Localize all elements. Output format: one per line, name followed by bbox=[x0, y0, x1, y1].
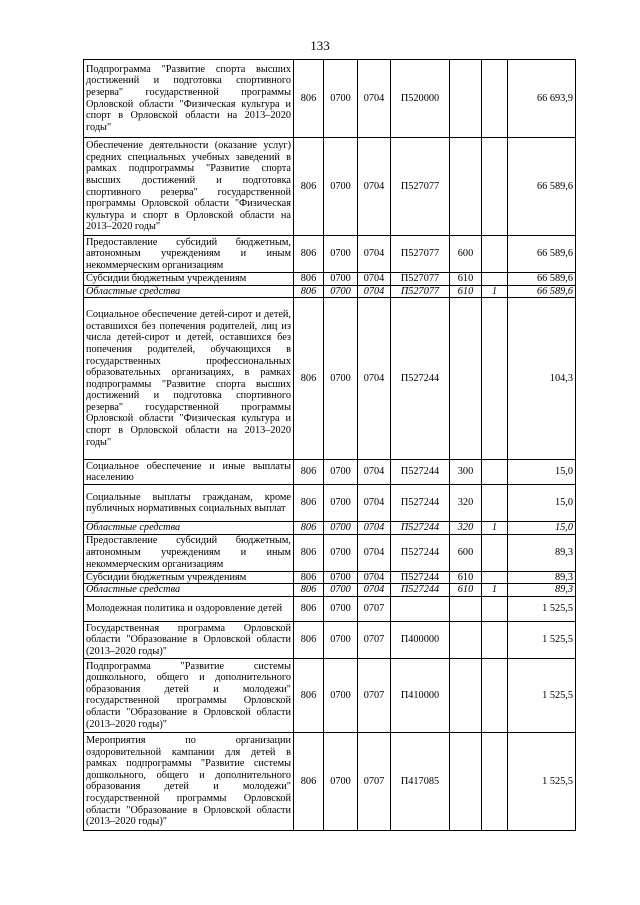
subsection-code-cell: 0704 bbox=[358, 571, 391, 584]
amount-cell: 89,3 bbox=[508, 571, 576, 584]
ved-code-cell: 806 bbox=[294, 138, 324, 236]
table-row bbox=[84, 298, 576, 460]
subsection-code-cell: 0704 bbox=[358, 584, 391, 597]
ved-code-cell: 806 bbox=[294, 658, 324, 732]
funding-source-cell bbox=[482, 621, 508, 658]
row-name-cell: Подпрограмма "Развитие спорта высших достижений и подготовка спортивного резерва" государственной программы Орловской области "Физическая культура и спорт в Орловской области на 2013–2020 годы" bbox=[84, 60, 294, 138]
section-code-cell: 0700 bbox=[324, 584, 358, 597]
budget-table bbox=[83, 59, 576, 831]
subsection-code-cell: 0704 bbox=[358, 298, 391, 460]
ved-code-cell: 806 bbox=[294, 534, 324, 571]
section-code-cell: 0700 bbox=[324, 732, 358, 830]
subsection-code-cell: 0704 bbox=[358, 460, 391, 485]
subsection-code-cell: 0707 bbox=[358, 732, 391, 830]
expense-type-cell bbox=[450, 60, 482, 138]
subsection-code-cell: 0704 bbox=[358, 534, 391, 571]
target-article-cell: П520000 bbox=[391, 60, 450, 138]
row-name-cell: Государственная программа Орловской области "Образование в Орловской области (2013–2020 годы)" bbox=[84, 621, 294, 658]
target-article-cell: П527077 bbox=[391, 138, 450, 236]
funding-source-cell: 1 bbox=[482, 522, 508, 535]
target-article-cell: П527077 bbox=[391, 236, 450, 273]
amount-cell: 66 589,6 bbox=[508, 138, 576, 236]
row-name-cell: Субсидии бюджетным учреждениям bbox=[84, 273, 294, 286]
table-row bbox=[84, 236, 576, 273]
section-code-cell: 0700 bbox=[324, 485, 358, 522]
amount-cell: 66 589,6 bbox=[508, 236, 576, 273]
table-row bbox=[84, 285, 576, 298]
table-row bbox=[84, 60, 576, 138]
expense-type-cell: 610 bbox=[450, 584, 482, 597]
table-row bbox=[84, 522, 576, 535]
expense-type-cell: 610 bbox=[450, 571, 482, 584]
expense-type-cell: 320 bbox=[450, 522, 482, 535]
expense-type-cell: 300 bbox=[450, 460, 482, 485]
subsection-code-cell: 0704 bbox=[358, 285, 391, 298]
row-name-cell: Областные средства bbox=[84, 522, 294, 535]
expense-type-cell: 610 bbox=[450, 285, 482, 298]
ved-code-cell: 806 bbox=[294, 621, 324, 658]
section-code-cell: 0700 bbox=[324, 534, 358, 571]
subsection-code-cell: 0707 bbox=[358, 658, 391, 732]
section-code-cell: 0700 bbox=[324, 138, 358, 236]
expense-type-cell: 600 bbox=[450, 534, 482, 571]
expense-type-cell bbox=[450, 596, 482, 621]
funding-source-cell: 1 bbox=[482, 285, 508, 298]
amount-cell: 1 525,5 bbox=[508, 658, 576, 732]
section-code-cell: 0700 bbox=[324, 522, 358, 535]
row-name-cell: Социальные выплаты гражданам, кроме публичных нормативных социальных выплат bbox=[84, 485, 294, 522]
subsection-code-cell: 0707 bbox=[358, 596, 391, 621]
amount-cell: 15,0 bbox=[508, 460, 576, 485]
row-name-cell: Социальное обеспечение детей-сирот и детей, оставшихся без попечения родителей, лиц из числа детей-сирот и детей, оставшихся без попечения родителей, обучающихся в государственных профессиональных образовательных организациях, в рамках подпрограммы "Развитие спорта высших достижений и подготовка спортивного резерва" государственной программы Орловской области "Физическая культура и спорт в Орловской области на 2013–2020 годы" bbox=[84, 298, 294, 460]
ved-code-cell: 806 bbox=[294, 584, 324, 597]
section-code-cell: 0700 bbox=[324, 273, 358, 286]
table-row bbox=[84, 534, 576, 571]
ved-code-cell: 806 bbox=[294, 571, 324, 584]
ved-code-cell: 806 bbox=[294, 236, 324, 273]
table-row bbox=[84, 460, 576, 485]
amount-cell: 15,0 bbox=[508, 485, 576, 522]
amount-cell: 1 525,5 bbox=[508, 732, 576, 830]
expense-type-cell bbox=[450, 732, 482, 830]
amount-cell: 66 693,9 bbox=[508, 60, 576, 138]
target-article-cell: П527077 bbox=[391, 273, 450, 286]
section-code-cell: 0700 bbox=[324, 596, 358, 621]
amount-cell: 89,3 bbox=[508, 584, 576, 597]
ved-code-cell: 806 bbox=[294, 298, 324, 460]
subsection-code-cell: 0704 bbox=[358, 60, 391, 138]
ved-code-cell: 806 bbox=[294, 485, 324, 522]
row-name-cell: Обеспечение деятельности (оказание услуг) средних специальных учебных заведений в рамках подпрограммы "Развитие спорта высших достижений и подготовка спортивного резерва" государственной программы Орловской области "Физическая культура и спорт в Орловской области на 2013–2020 годы" bbox=[84, 138, 294, 236]
section-code-cell: 0700 bbox=[324, 236, 358, 273]
row-name-cell: Областные средства bbox=[84, 584, 294, 597]
funding-source-cell bbox=[482, 460, 508, 485]
table-row bbox=[84, 273, 576, 286]
funding-source-cell bbox=[482, 298, 508, 460]
row-name-cell: Молодежная политика и оздоровление детей bbox=[84, 596, 294, 621]
funding-source-cell bbox=[482, 658, 508, 732]
funding-source-cell bbox=[482, 534, 508, 571]
funding-source-cell bbox=[482, 236, 508, 273]
expense-type-cell: 610 bbox=[450, 273, 482, 286]
section-code-cell: 0700 bbox=[324, 621, 358, 658]
target-article-cell: П400000 bbox=[391, 621, 450, 658]
target-article-cell: П527244 bbox=[391, 298, 450, 460]
expense-type-cell bbox=[450, 138, 482, 236]
subsection-code-cell: 0707 bbox=[358, 621, 391, 658]
subsection-code-cell: 0704 bbox=[358, 485, 391, 522]
section-code-cell: 0700 bbox=[324, 298, 358, 460]
amount-cell: 89,3 bbox=[508, 534, 576, 571]
subsection-code-cell: 0704 bbox=[358, 138, 391, 236]
ved-code-cell: 806 bbox=[294, 273, 324, 286]
subsection-code-cell: 0704 bbox=[358, 273, 391, 286]
row-name-cell: Предоставление субсидий бюджетным, автономным учреждениям и иным некоммерческим организациям bbox=[84, 534, 294, 571]
expense-type-cell bbox=[450, 658, 482, 732]
subsection-code-cell: 0704 bbox=[358, 236, 391, 273]
table-row bbox=[84, 485, 576, 522]
subsection-code-cell: 0704 bbox=[358, 522, 391, 535]
expense-type-cell: 320 bbox=[450, 485, 482, 522]
ved-code-cell: 806 bbox=[294, 522, 324, 535]
target-article-cell bbox=[391, 596, 450, 621]
section-code-cell: 0700 bbox=[324, 460, 358, 485]
row-name-cell: Подпрограмма "Развитие системы дошкольного, общего и дополнительного образования детей и молодежи" государственной программы Орловской области "Образование в Орловской области (2013–2020 годы)" bbox=[84, 658, 294, 732]
amount-cell: 15,0 bbox=[508, 522, 576, 535]
table-row bbox=[84, 596, 576, 621]
target-article-cell: П527244 bbox=[391, 584, 450, 597]
section-code-cell: 0700 bbox=[324, 60, 358, 138]
amount-cell: 1 525,5 bbox=[508, 596, 576, 621]
funding-source-cell bbox=[482, 571, 508, 584]
row-name-cell: Мероприятия по организации оздоровительной кампании для детей в рамках подпрограммы "Развитие системы дошкольного, общего и дополнительного образования детей и молодежи" государственной программы Орловской области "Образование в Орловской области (2013–2020 годы)" bbox=[84, 732, 294, 830]
row-name-cell: Предоставление субсидий бюджетным, автономным учреждениям и иным некоммерческим организациям bbox=[84, 236, 294, 273]
funding-source-cell bbox=[482, 138, 508, 236]
target-article-cell: П527244 bbox=[391, 534, 450, 571]
amount-cell: 66 589,6 bbox=[508, 273, 576, 286]
table-row bbox=[84, 584, 576, 597]
funding-source-cell bbox=[482, 273, 508, 286]
expense-type-cell: 600 bbox=[450, 236, 482, 273]
ved-code-cell: 806 bbox=[294, 732, 324, 830]
target-article-cell: П527244 bbox=[391, 522, 450, 535]
target-article-cell: П410000 bbox=[391, 658, 450, 732]
ved-code-cell: 806 bbox=[294, 60, 324, 138]
target-article-cell: П417085 bbox=[391, 732, 450, 830]
table-row bbox=[84, 138, 576, 236]
target-article-cell: П527244 bbox=[391, 571, 450, 584]
row-name-cell: Социальное обеспечение и иные выплаты населению bbox=[84, 460, 294, 485]
target-article-cell: П527244 bbox=[391, 460, 450, 485]
table-row bbox=[84, 621, 576, 658]
funding-source-cell bbox=[482, 732, 508, 830]
ved-code-cell: 806 bbox=[294, 285, 324, 298]
page-number: 133 bbox=[310, 38, 330, 53]
table-row bbox=[84, 658, 576, 732]
table-row bbox=[84, 571, 576, 584]
funding-source-cell bbox=[482, 60, 508, 138]
ved-code-cell: 806 bbox=[294, 460, 324, 485]
target-article-cell: П527244 bbox=[391, 485, 450, 522]
amount-cell: 66 589,6 bbox=[508, 285, 576, 298]
amount-cell: 1 525,5 bbox=[508, 621, 576, 658]
expense-type-cell bbox=[450, 621, 482, 658]
expense-type-cell bbox=[450, 298, 482, 460]
ved-code-cell: 806 bbox=[294, 596, 324, 621]
amount-cell: 104,3 bbox=[508, 298, 576, 460]
table-row bbox=[84, 732, 576, 830]
target-article-cell: П527077 bbox=[391, 285, 450, 298]
section-code-cell: 0700 bbox=[324, 285, 358, 298]
funding-source-cell: 1 bbox=[482, 584, 508, 597]
section-code-cell: 0700 bbox=[324, 658, 358, 732]
funding-source-cell bbox=[482, 596, 508, 621]
section-code-cell: 0700 bbox=[324, 571, 358, 584]
row-name-cell: Областные средства bbox=[84, 285, 294, 298]
row-name-cell: Субсидии бюджетным учреждениям bbox=[84, 571, 294, 584]
funding-source-cell bbox=[482, 485, 508, 522]
